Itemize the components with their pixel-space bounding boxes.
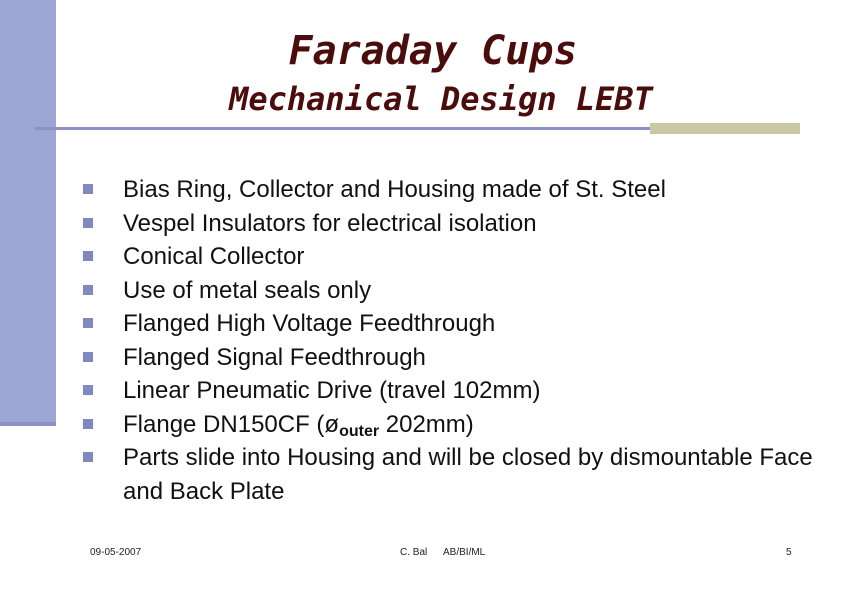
bullet-text: Use of metal seals only [123, 276, 372, 304]
decorative-side-bar-edge [0, 422, 56, 426]
flange-text-suffix: 202mm) [379, 410, 474, 438]
bullet-item [83, 207, 823, 241]
square-bullet-icon [83, 385, 93, 395]
flange-text-prefix: Flange DN150CF (ø [123, 410, 340, 438]
square-bullet-icon [83, 218, 93, 228]
flange-text-subscript: outer [339, 422, 380, 440]
square-bullet-icon [83, 251, 93, 261]
title-divider-accent [650, 123, 800, 134]
square-bullet-icon [83, 419, 93, 429]
footer-department: AB/BI/ML [443, 547, 486, 558]
bullet-text: Flanged High Voltage Feedthrough [123, 310, 496, 337]
square-bullet-icon [83, 452, 93, 462]
bullet-text: Parts slide into Housing and will be closed by dismountable Face and Back Plate [123, 444, 813, 505]
square-bullet-icon [83, 352, 93, 362]
bullet-text: Flanged Signal Feedthrough [123, 343, 426, 371]
bullet-item [83, 307, 823, 341]
bullet-text: Linear Pneumatic Drive (travel 102mm) [123, 377, 541, 404]
bullet-item [83, 240, 823, 274]
bullet-list [83, 173, 823, 508]
bullet-item [83, 341, 823, 375]
bullet-text: Bias Ring, Collector and Housing made of St. Steel [123, 176, 666, 203]
square-bullet-icon [83, 318, 93, 328]
bullet-item [83, 408, 823, 442]
slide-subtitle: Mechanical Design LEBT [229, 80, 653, 118]
bullet-item [83, 441, 823, 508]
slide-title: Faraday Cups [288, 28, 578, 74]
bullet-item [83, 374, 823, 408]
square-bullet-icon [83, 285, 93, 295]
bullet-item [83, 274, 823, 308]
bullet-text: Vespel Insulators for electrical isolation [123, 209, 537, 237]
bullet-item [83, 173, 823, 207]
square-bullet-icon [83, 184, 93, 194]
footer-author: C. Bal [400, 547, 428, 558]
footer-date: 09-05-2007 [90, 547, 142, 558]
bullet-text: Conical Collector [123, 243, 305, 270]
footer-page-number: 5 [786, 547, 792, 558]
bullet-text-flange [123, 411, 474, 438]
